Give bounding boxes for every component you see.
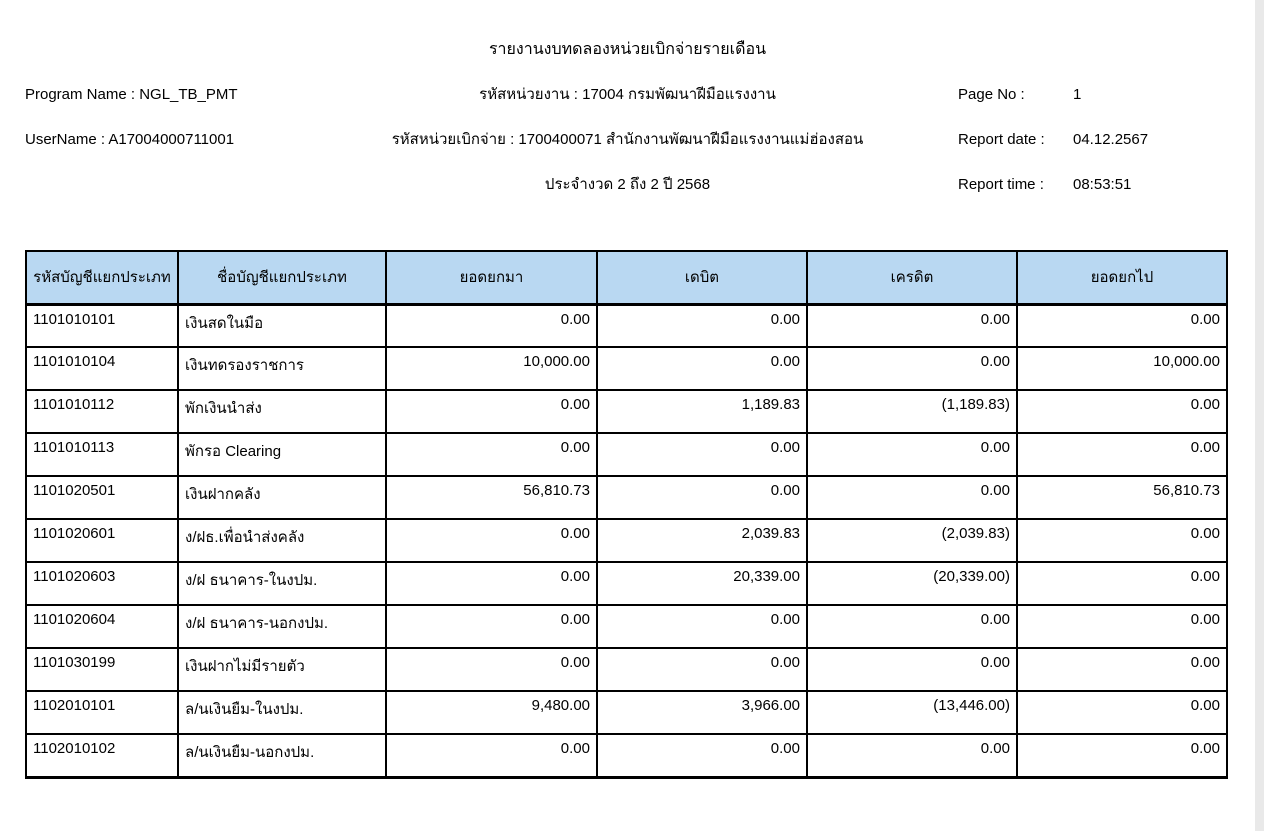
account-code-cell: 1101020604 bbox=[26, 605, 178, 648]
amount-cell: 56,810.73 bbox=[1017, 476, 1227, 519]
agency-code: รหัสหน่วยงาน : 17004 กรมพัฒนาฝีมือแรงงาน bbox=[479, 86, 776, 103]
amount-cell: 0.00 bbox=[597, 648, 807, 691]
column-header: เดบิต bbox=[597, 251, 807, 304]
report-title: รายงานงบทดลองหน่วยเบิกจ่ายรายเดือน bbox=[488, 41, 767, 58]
column-header: รหัสบัญชีแยกประเภท bbox=[26, 251, 178, 304]
amount-cell: 0.00 bbox=[1017, 390, 1227, 433]
column-header: ยอดยกไป bbox=[1017, 251, 1227, 304]
amount-cell: 0.00 bbox=[1017, 562, 1227, 605]
amount-cell: 1,189.83 bbox=[597, 390, 807, 433]
account-code-cell: 1101020501 bbox=[26, 476, 178, 519]
amount-cell: 0.00 bbox=[386, 562, 597, 605]
amount-cell: 10,000.00 bbox=[1017, 347, 1227, 390]
amount-cell: 10,000.00 bbox=[386, 347, 597, 390]
amount-cell: (20,339.00) bbox=[807, 562, 1017, 605]
account-code-cell: 1102010102 bbox=[26, 734, 178, 777]
table-header-row bbox=[26, 251, 1227, 304]
trial-balance-table bbox=[25, 250, 1228, 779]
report-period: ประจำงวด 2 ถึง 2 ปี 2568 bbox=[544, 176, 711, 193]
amount-cell: 0.00 bbox=[386, 433, 597, 476]
amount-cell: 0.00 bbox=[1017, 304, 1227, 347]
user-name: UserName : A17004000711001 bbox=[25, 131, 235, 148]
amount-cell: (2,039.83) bbox=[807, 519, 1017, 562]
amount-cell: 0.00 bbox=[597, 347, 807, 390]
amount-cell: 0.00 bbox=[386, 390, 597, 433]
column-header: เครดิต bbox=[807, 251, 1017, 304]
amount-cell: 0.00 bbox=[386, 734, 597, 777]
account-code-cell: 1101020603 bbox=[26, 562, 178, 605]
amount-cell: 0.00 bbox=[597, 304, 807, 347]
amount-cell: 56,810.73 bbox=[386, 476, 597, 519]
report-date-label: Report date : bbox=[958, 131, 1045, 148]
account-name-cell: พักรอ Clearing bbox=[178, 433, 386, 476]
amount-cell: 0.00 bbox=[597, 433, 807, 476]
table-row bbox=[26, 476, 1227, 519]
table-row bbox=[26, 691, 1227, 734]
table-row bbox=[26, 390, 1227, 433]
account-name-cell: พักเงินนำส่ง bbox=[178, 390, 386, 433]
amount-cell: 0.00 bbox=[807, 648, 1017, 691]
page-no-label: Page No : bbox=[958, 86, 1025, 103]
account-name-cell: ล/นเงินยืม-ในงปม. bbox=[178, 691, 386, 734]
table-body bbox=[26, 304, 1227, 777]
amount-cell: 0.00 bbox=[807, 433, 1017, 476]
account-name-cell: เงินฝากไม่มีรายตัว bbox=[178, 648, 386, 691]
vertical-scrollbar[interactable] bbox=[1255, 0, 1264, 831]
amount-cell: 20,339.00 bbox=[597, 562, 807, 605]
account-code-cell: 1102010101 bbox=[26, 691, 178, 734]
amount-cell: 0.00 bbox=[597, 605, 807, 648]
amount-cell: 0.00 bbox=[386, 519, 597, 562]
amount-cell: 0.00 bbox=[1017, 433, 1227, 476]
amount-cell: 0.00 bbox=[597, 734, 807, 777]
amount-cell: 0.00 bbox=[1017, 734, 1227, 777]
account-code-cell: 1101010104 bbox=[26, 347, 178, 390]
amount-cell: 0.00 bbox=[386, 648, 597, 691]
account-name-cell: ง/ฝ ธนาคาร-ในงปม. bbox=[178, 562, 386, 605]
table-row bbox=[26, 734, 1227, 777]
table-row bbox=[26, 347, 1227, 390]
report-date-value: 04.12.2567 bbox=[1073, 131, 1149, 148]
account-code-cell: 1101010112 bbox=[26, 390, 178, 433]
table-row bbox=[26, 519, 1227, 562]
amount-cell: 0.00 bbox=[807, 605, 1017, 648]
page-no-value: 1 bbox=[1073, 86, 1082, 103]
amount-cell: 0.00 bbox=[1017, 648, 1227, 691]
account-name-cell: ง/ฝธ.เพื่อนำส่งคลัง bbox=[178, 519, 386, 562]
account-name-cell: เงินสดในมือ bbox=[178, 304, 386, 347]
report-time-label: Report time : bbox=[958, 176, 1044, 193]
account-code-cell: 1101010101 bbox=[26, 304, 178, 347]
amount-cell: 0.00 bbox=[807, 476, 1017, 519]
amount-cell: (13,446.00) bbox=[807, 691, 1017, 734]
amount-cell: 0.00 bbox=[807, 347, 1017, 390]
account-name-cell: เงินทดรองราชการ bbox=[178, 347, 386, 390]
table-row bbox=[26, 648, 1227, 691]
table-row bbox=[26, 304, 1227, 347]
account-code-cell: 1101010113 bbox=[26, 433, 178, 476]
amount-cell: 0.00 bbox=[597, 476, 807, 519]
disbursement-unit: รหัสหน่วยเบิกจ่าย : 1700400071 สำนักงานพัฒนาฝีมือแรงงานแม่ฮ่องสอน bbox=[391, 131, 864, 148]
account-name-cell: ล/นเงินยืม-นอกงปม. bbox=[178, 734, 386, 777]
amount-cell: 0.00 bbox=[1017, 691, 1227, 734]
amount-cell: 0.00 bbox=[807, 304, 1017, 347]
amount-cell: 0.00 bbox=[386, 605, 597, 648]
table-row bbox=[26, 562, 1227, 605]
amount-cell: 9,480.00 bbox=[386, 691, 597, 734]
amount-cell: 0.00 bbox=[386, 304, 597, 347]
table-row bbox=[26, 605, 1227, 648]
report-time-value: 08:53:51 bbox=[1073, 176, 1132, 193]
amount-cell: 3,966.00 bbox=[597, 691, 807, 734]
account-name-cell: ง/ฝ ธนาคาร-นอกงปม. bbox=[178, 605, 386, 648]
account-code-cell: 1101030199 bbox=[26, 648, 178, 691]
column-header: ยอดยกมา bbox=[386, 251, 597, 304]
amount-cell: 0.00 bbox=[1017, 605, 1227, 648]
column-header: ชื่อบัญชีแยกประเภท bbox=[178, 251, 386, 304]
amount-cell: (1,189.83) bbox=[807, 390, 1017, 433]
amount-cell: 2,039.83 bbox=[597, 519, 807, 562]
account-name-cell: เงินฝากคลัง bbox=[178, 476, 386, 519]
program-name: Program Name : NGL_TB_PMT bbox=[25, 86, 238, 103]
amount-cell: 0.00 bbox=[1017, 519, 1227, 562]
account-code-cell: 1101020601 bbox=[26, 519, 178, 562]
amount-cell: 0.00 bbox=[807, 734, 1017, 777]
table-row bbox=[26, 433, 1227, 476]
